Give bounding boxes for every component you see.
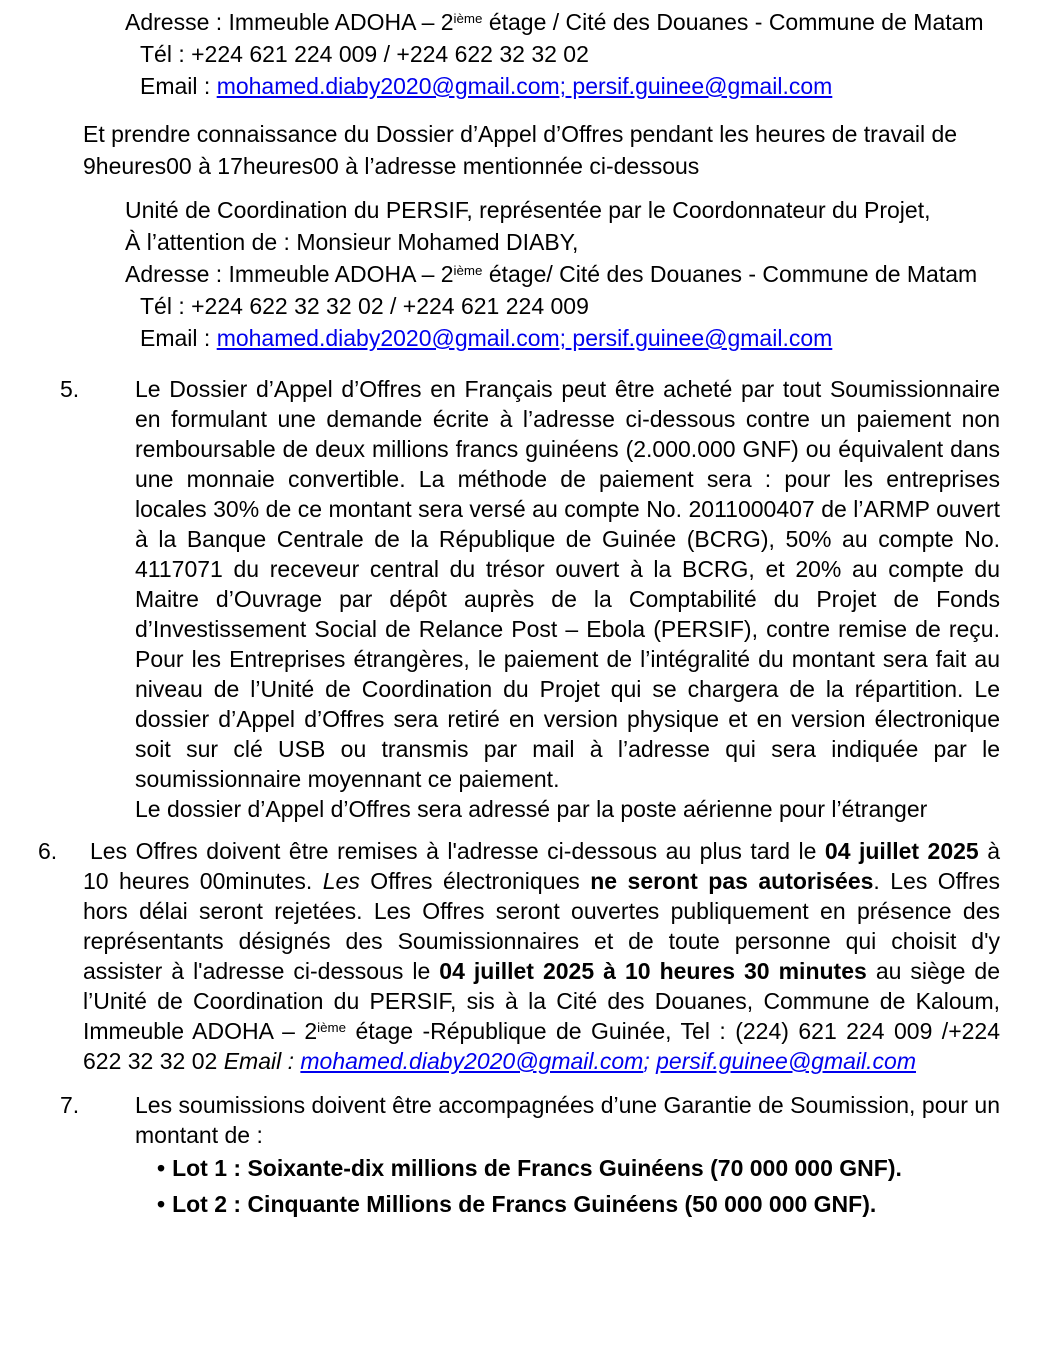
item-5-body [135, 374, 1000, 824]
list-item [157, 1150, 1000, 1186]
phone-line: Tél : +224 621 224 009 / +224 622 32 32 02 [140, 41, 589, 67]
text-segment: Les Offres doivent être remises à l'adresse ci-dessous au plus tard le [90, 838, 825, 864]
email-line [125, 322, 1000, 354]
item-7-body [135, 1090, 1000, 1222]
item-5-number: 5. [60, 376, 80, 402]
contact-block-unit [125, 194, 1000, 354]
bullet-icon: • [157, 1155, 166, 1181]
email-label: Email : [140, 325, 217, 351]
address-line [125, 258, 1000, 290]
text-segment: 04 juillet 2025 [824, 838, 979, 864]
text-segment: Lot 2 : Cinquante Millions de Francs Guinéens (50 000 000 GNF). [172, 1191, 877, 1217]
email-link[interactable]: mohamed.diaby2020@gmail.com [300, 1048, 644, 1074]
text-segment: ième [317, 1020, 347, 1036]
text-segment: au siège de l’Unité de Coordination du PERSIF, sis à la Cité des Douanes, Commune de Kaloum, Immeuble ADOHA – 2 [83, 958, 1000, 1044]
text-segment: Adresse : Immeuble ADOHA – 2 [125, 9, 454, 35]
lot-2-amount [172, 1191, 876, 1217]
list-item-5 [60, 374, 1000, 824]
item-7-number: 7. [60, 1092, 80, 1118]
text-segment: Email : [223, 1048, 301, 1074]
text-segment: 04 juillet 2025 à 10 heures 30 minutes [439, 958, 867, 984]
item-7-paragraph: Les soumissions doivent être accompagnées d’une Garantie de Soumission, pour un montant de : [135, 1092, 1000, 1148]
text-segment: ; [643, 1048, 650, 1074]
email-line [125, 70, 1000, 102]
text-segment: . Les Offres hors délai seront rejetées. Les Offres seront ouvertes publiquement en présence des représentants désignés des Soumissionnaires et de toute personne qui choisit d'y assister à l'adresse ci-dessous le [83, 868, 1000, 984]
email-link[interactable]: persif.guinee@gmail.com [656, 1048, 916, 1074]
list-item-6 [38, 836, 1000, 1076]
item-6-number: 6. [38, 838, 58, 864]
text-segment: Offres électroniques [359, 868, 591, 894]
intro-paragraph: Et prendre connaissance du Dossier d’Appel d’Offres pendant les heures de travail de 9heures00 à 17heures00 à l’adresse mentionnée ci-dessous [83, 121, 958, 179]
lot-1-amount [172, 1155, 902, 1181]
contact-block-top [125, 6, 1000, 102]
email-link-top[interactable]: mohamed.diaby2020@gmail.com; persif.guinee@gmail.com [216, 73, 833, 99]
address-line [125, 6, 1000, 38]
item-5-paragraph: Le Dossier d’Appel d’Offres en Français peut être acheté par tout Soumissionnaire en formulant une demande écrite à l’adresse ci-dessous contre un paiement non remboursable de deux millions francs guinéens (2.000.000 GNF) ou équivalent dans une monnaie convertible. La méthode de paiement sera : pour les entreprises locales 30% de ce montant sera versé au compte No. 2011000407 de l’ARMP ouvert à la Banque Centrale de la République de Guinée (BCRG), 50% au compte No. 4117071 du receveur central du trésor ouvert à la BCRG, et 20% au compte du Maitre d’Ouvrage par dépôt auprès de la Comptabilité du Projet de Fonds d’Investissement Social de Relance Post – Ebola (PERSIF), contre remise de reçu. Pour les Entreprises étrangères, le paiement de l’intégralité du montant sera fait au niveau de l’Unité de Coordination du Projet qui se chargera de la répartition. Le dossier d’Appel d’Offres sera retiré en version physique et en version électronique soit sur clé USB ou transmis par mail à l’adresse qui sera indiquée par le soumissionnaire moyennant ce paiement. [135, 376, 1000, 792]
text-segment: ne seront pas autorisées [590, 868, 874, 894]
item-6-paragraph [83, 836, 1000, 1076]
email-link-unit[interactable]: mohamed.diaby2020@gmail.com; persif.guinee@gmail.com [216, 325, 833, 351]
attention-line: À l’attention de : Monsieur Mohamed DIABY, [125, 229, 579, 255]
item-5-closing-line: Le dossier d’Appel d’Offres sera adressé par la poste aérienne pour l’étranger [135, 796, 928, 822]
bullet-icon: • [157, 1191, 166, 1217]
phone-line: Tél : +224 622 32 32 02 / +224 621 224 009 [140, 293, 589, 319]
email-label: Email : [140, 73, 217, 99]
unit-line: Unité de Coordination du PERSIF, représentée par le Coordonnateur du Projet, [125, 197, 931, 223]
text-segment: à 10 heures 00minutes. [83, 838, 1001, 894]
list-item-7 [60, 1090, 1000, 1222]
text-segment: Adresse : Immeuble ADOHA – 2 [125, 261, 454, 287]
guarantee-bullet-list [157, 1150, 1000, 1222]
text-segment: ième [453, 263, 483, 279]
text-segment: ième [453, 11, 483, 27]
text-segment: étage/ Cité des Douanes - Commune de Matam [482, 261, 978, 287]
list-item [157, 1186, 1000, 1222]
text-segment: Les [322, 868, 360, 894]
text-segment: Lot 1 : Soixante-dix millions de Francs Guinéens (70 000 000 GNF). [172, 1155, 902, 1181]
text-segment: étage -République de Guinée, Tel : (224) 621 224 009 /+224 622 32 32 02 [83, 1018, 1001, 1074]
text-segment: étage / Cité des Douanes - Commune de Matam [482, 9, 984, 35]
